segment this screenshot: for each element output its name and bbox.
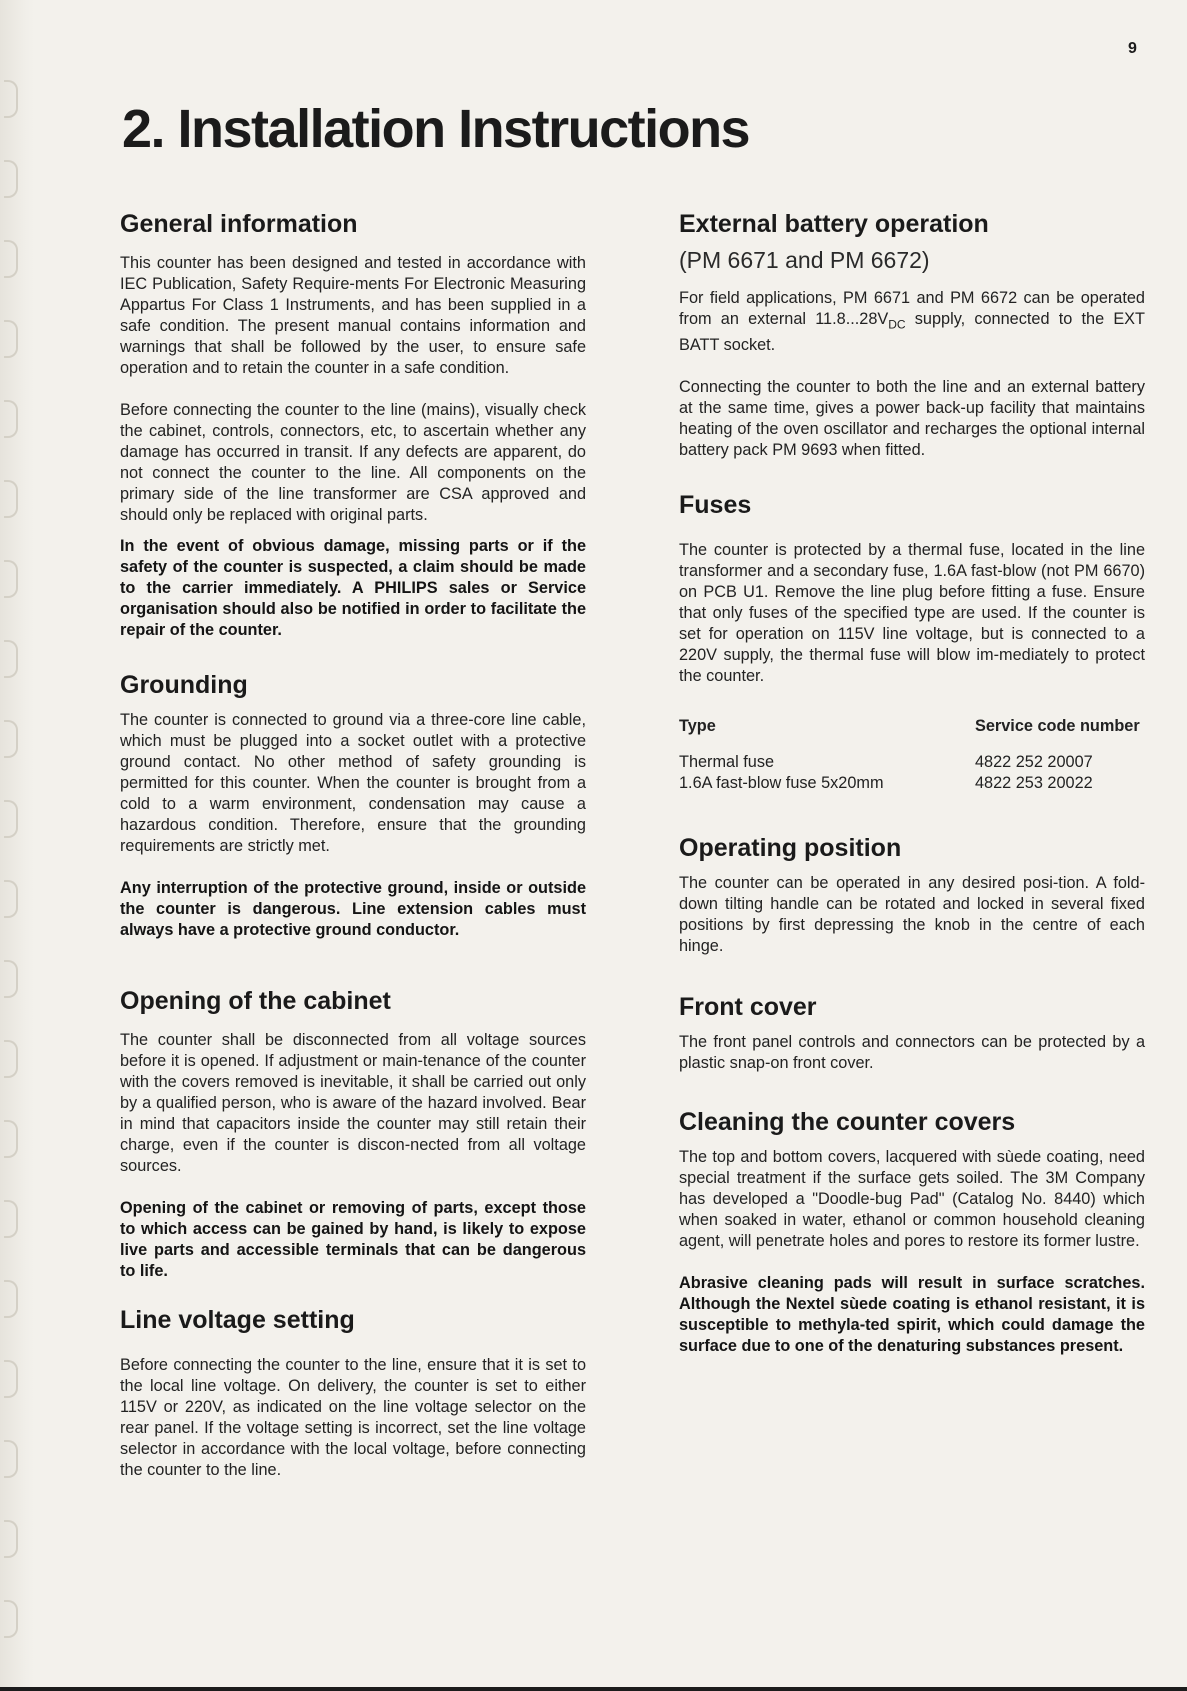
section-fuses [679,491,1145,794]
fuse-code-cell: 4822 252 20007 [975,753,1093,772]
binding-ring [4,720,18,758]
opening-warning: Opening of the cabinet or removing of parts, except those to which access can be gained by hand, is likely to expose live parts and accessible terminals that can be dangerous to life. [120,1199,586,1280]
heading-opening-cabinet: Opening of the cabinet [120,987,391,1015]
binding-ring [4,1120,18,1158]
fuses-paragraph: The counter is protected by a thermal fuse, located in the line transformer and a secondary fuse, 1.6A fast-blow (not PM 6670) on PCB U1. Remove the line plug before fitting a fuse. Ensure that only fuses of the specified type are used. If the counter is set for operation on 115V line voltage, but is connected to a 220V supply, the thermal fuse will blow im-mediately to protect the counter. [679,541,1145,686]
heading-line-voltage: Line voltage setting [120,1306,355,1334]
general-warning: In the event of obvious damage, missing parts or if the safety of the counter is suspected, a claim should be made to the carrier immediately. A PHILIPS sales or Service organisation should also be notified in order to facilitate the repair of the counter. [120,537,586,639]
binding-ring [4,800,18,838]
heading-external-battery: External battery operation [679,210,989,238]
grounding-paragraph: The counter is connected to ground via a three-core line cable, which must be plugged into a socket outlet with a protective ground contact. No other method of safety grounding is permitted for this counter. When the counter is brought from a cold to a warm environment, condensation may cause a hazardous condition. Therefore, ensure that the grounding requirements are strictly met. [120,711,586,855]
fuse-table-header-code: Service code number [975,717,1140,736]
binding-ring [4,240,18,278]
line-voltage-paragraph: Before connecting the counter to the line, ensure that it is set to the local line voltage. On delivery, the counter is set to either 115V or 220V, as indicated on the line voltage selector on the rear panel. If the voltage setting is incorrect, set the line voltage selector in accordance with the local voltage, before connecting the counter to the line. [120,1356,586,1479]
binding-ring [4,960,18,998]
page-title: 2. Installation Instructions [122,99,750,159]
cleaning-warning: Abrasive cleaning pads will result in surface scratches. Although the Nextel sùede coating is ethanol resistant, it is susceptible to methyla-ted spirit, which could damage the surface due to one of the denaturing substances present. [679,1274,1145,1356]
fuse-type-cell: Thermal fuse [679,753,775,772]
section-grounding [120,671,586,941]
heading-front-cover: Front cover [679,993,817,1022]
binding-ring [4,880,18,918]
section-general-information [120,210,586,641]
table-row [679,773,1145,794]
binding-ring [4,560,18,598]
grounding-warning: Any interruption of the protective ground, inside or outside the counter is dangerous. Line extension cables must always have a protective ground conductor. [120,879,586,939]
heading-fuses: Fuses [679,491,752,520]
binding-ring [4,1360,18,1398]
battery-paragraph-2: Connecting the counter to both the line and an external battery at the same time, gives a power back-up facility that maintains heating of the oven oscillator and recharges the optional internal battery pack PM 9693 when fitted. [679,378,1145,460]
section-cleaning [679,1108,1145,1357]
cleaning-paragraph: The top and bottom covers, lacquered with sùede coating, need special treatment if the surface gets soiled. The 3M Company has developed a "Doodle-bug Pad" (Catalog No. 8440) which when soaked in water, ethanol or common household cleaning agent, will penetrate holes and pores to restore its former lustre. [679,1148,1145,1251]
table-row [679,752,1145,773]
right-column [679,210,1145,1378]
section-line-voltage [120,1306,586,1481]
front-cover-paragraph: The front panel controls and connectors can be protected by a plastic snap-on front cover. [679,1033,1145,1073]
operating-paragraph: The counter can be operated in any desired posi-tion. A fold-down tilting handle can be rotated and locked in several fixed positions by first depressing the knob in the centre of each hinge. [679,874,1145,956]
binding-ring [4,320,18,358]
fuse-table [679,717,1145,794]
binding-ring [4,1200,18,1238]
general-paragraph-2: Before connecting the counter to the line (mains), visually check the cabinet, controls, connectors, etc, to ascertain whether any damage has occurred in transit. If any defects are apparent, do not connect the counter to the line. All components on the primary side of the line transformer are CSA approved and should only be replaced with original parts. [120,401,586,524]
section-front-cover [679,993,1145,1074]
fuse-table-header-type: Type [679,717,716,736]
binding-ring [4,1600,18,1638]
binding-ring [4,1520,18,1558]
binding-ring [4,1280,18,1318]
page-number: 9 [1128,40,1137,57]
binding-ring [4,1440,18,1478]
binding-ring [4,480,18,518]
binding-ring [4,1040,18,1078]
binding-ring [4,80,18,118]
section-operating-position [679,834,1145,957]
opening-paragraph: The counter shall be disconnected from all voltage sources before it is opened. If adjustment or main-tenance of the counter with the covers removed is inevitable, it shall be carried out only by a qualified person, who is aware of the hazard involved. Bear in mind that capacitors inside the counter may still retain their charge, even if the counter is discon-nected from all voltage sources. [120,1031,586,1175]
subheading-battery-models: (PM 6671 and PM 6672) [679,247,930,273]
binding-ring [4,640,18,678]
page-bottom-edge [0,1687,1187,1691]
left-column [120,210,586,1502]
binding-ring [4,400,18,438]
heading-cleaning: Cleaning the counter covers [679,1108,1016,1137]
heading-general-information: General information [120,210,358,238]
binding-ring [4,160,18,198]
fuse-type-cell: 1.6A fast-blow fuse 5x20mm [679,774,884,793]
section-external-battery [679,210,1145,461]
fuse-code-cell: 4822 253 20022 [975,774,1093,793]
heading-grounding: Grounding [120,671,248,699]
heading-operating-position: Operating position [679,834,902,863]
battery-paragraph-1: For field applications, PM 6671 and PM 6672 can be operated from an external $11.8...28V_{DC}$ supply, connected to the EXT BATT socket. [679,289,1145,355]
spiral-binding [0,0,34,1691]
general-paragraph-1: This counter has been designed and tested in accordance with IEC Publication, Safety Require-ments For Electronic Measuring Appartus For Class 1 Instruments, and has been supplied in a safe condition. The present manual contains information and warnings that shall be followed by the user, to ensure safe operation and to retain the counter in a safe condition. [120,254,586,377]
section-opening-cabinet [120,987,586,1282]
